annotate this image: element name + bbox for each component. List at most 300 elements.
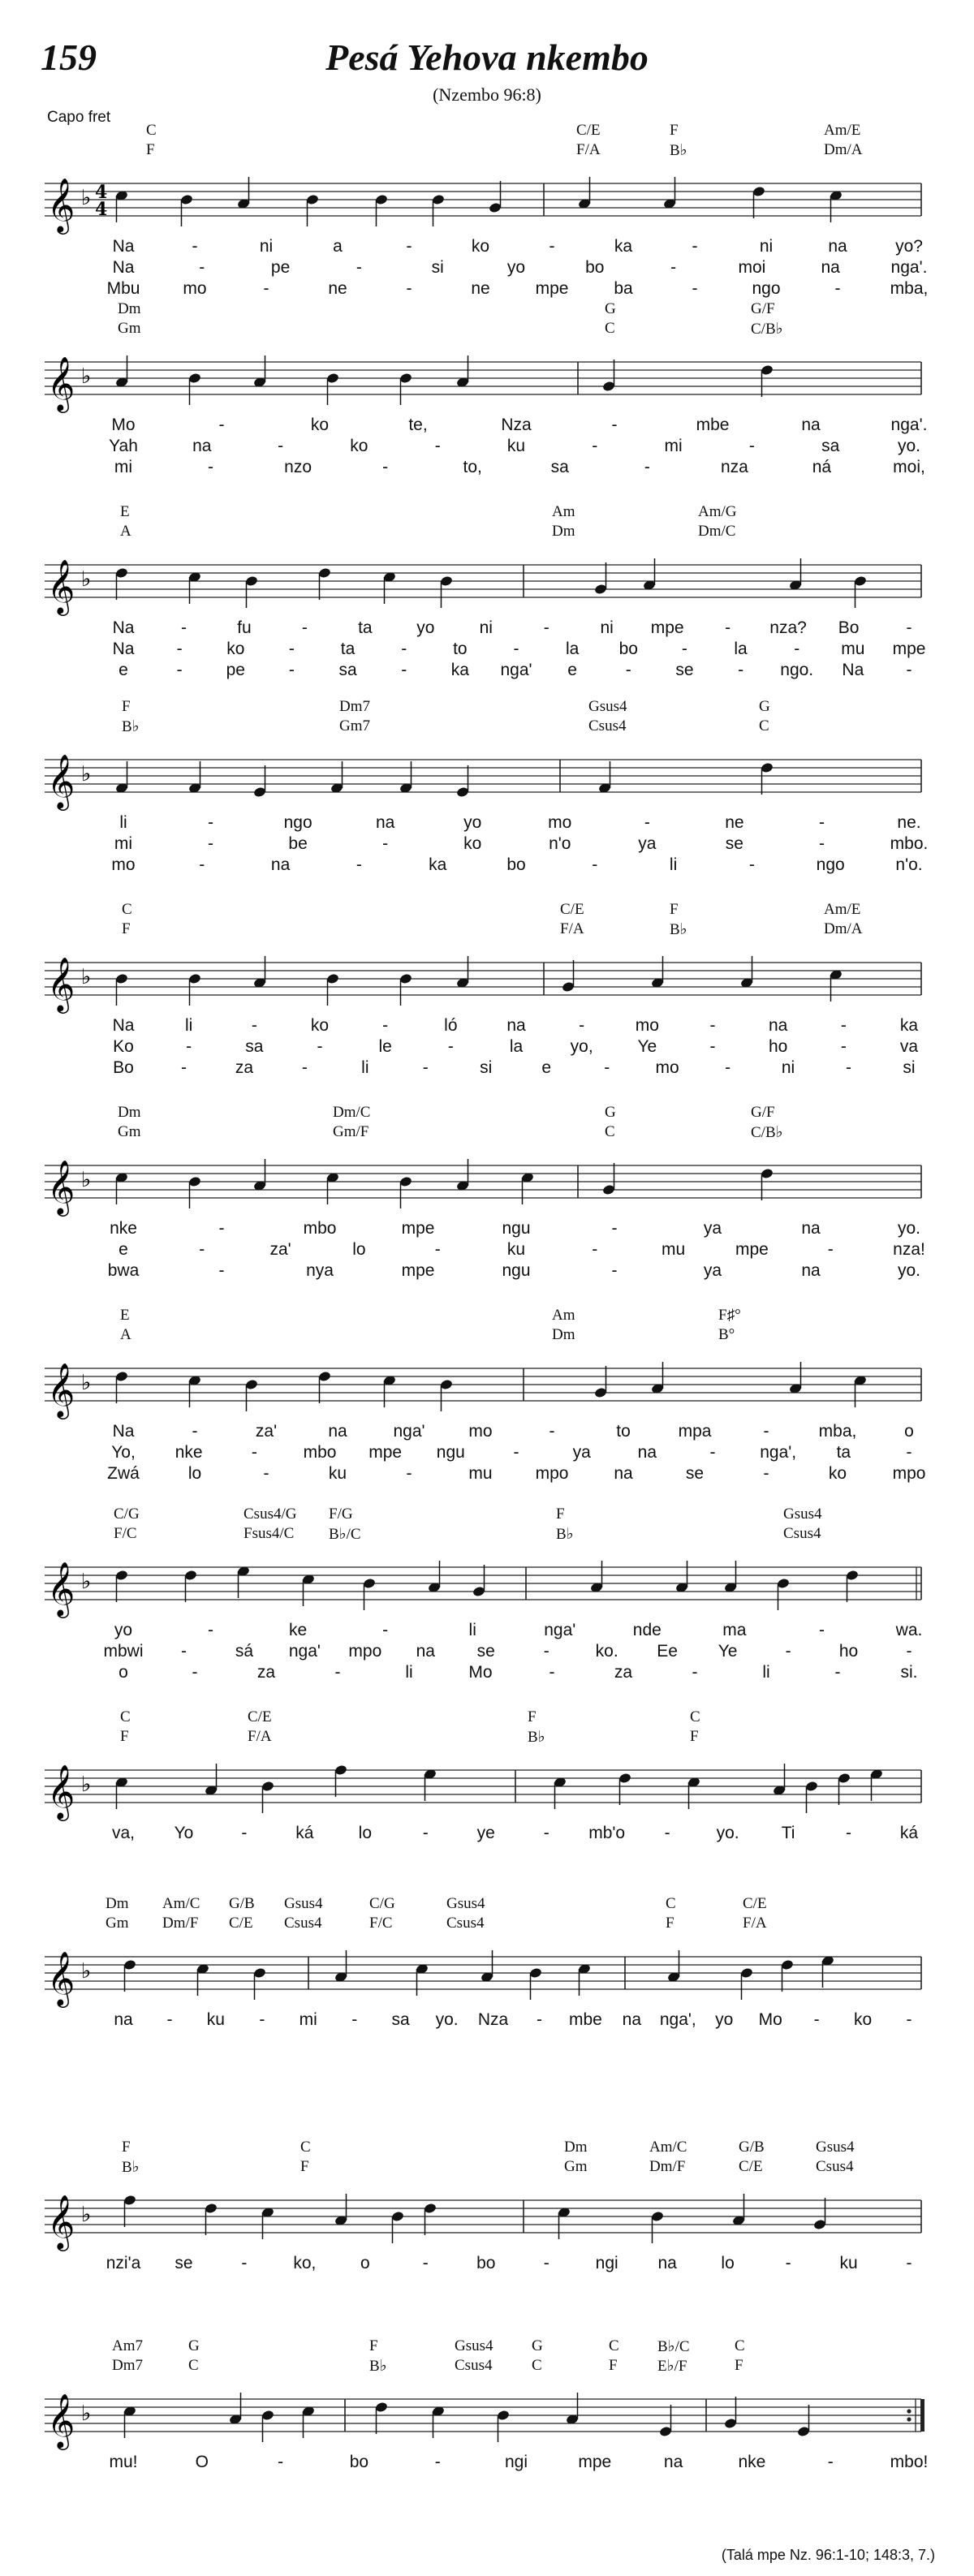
lyric-syllable: Ko [113, 1037, 134, 1056]
syllable-hyphen: - [259, 2010, 265, 2029]
key-signature-flat-icon: ♭ [81, 2203, 92, 2227]
chord-row-capo [0, 901, 974, 920]
chord-symbol: C [122, 901, 132, 918]
treble-clef-icon: 𝄞 [47, 956, 75, 1011]
syllable-hyphen: - [692, 279, 698, 298]
lyric-line-verse-1 [0, 416, 974, 437]
lyric-syllable: mpe [401, 1261, 435, 1280]
lyric-syllable: na [637, 1443, 657, 1462]
lyric-syllable: si. [900, 1663, 918, 1682]
syllable-hyphen: - [401, 640, 407, 658]
lyric-syllable: ni [781, 1058, 795, 1077]
chord-symbol: E [120, 503, 130, 520]
chord-row-concert [0, 523, 974, 542]
syllable-hyphen: - [434, 1240, 441, 1259]
chord-symbol: C [605, 320, 615, 337]
chord-row-capo [0, 698, 974, 717]
lyric-syllable: bwa [107, 1261, 140, 1280]
lyric-syllable: mo [548, 813, 572, 832]
key-signature-flat-icon: ♭ [81, 1773, 92, 1797]
lyric-syllable: yo [506, 258, 526, 277]
lyric-syllable: na [416, 1642, 435, 1661]
syllable-hyphen: - [199, 1240, 205, 1259]
chord-symbol: F/A [743, 1915, 767, 1932]
lyric-syllable: mi [664, 437, 683, 455]
lyric-syllable: ko [310, 1016, 330, 1035]
lyric-syllable: bo [506, 855, 526, 874]
chord-symbol: G/B [229, 1895, 255, 1912]
lyric-syllable: sa [550, 458, 569, 476]
chord-row-capo [0, 1895, 974, 1915]
chord-symbol: G/F [751, 300, 775, 317]
music-system [0, 300, 974, 495]
syllable-hyphen: - [785, 1642, 791, 1661]
key-signature-flat-icon: ♭ [81, 1570, 92, 1594]
lyric-syllable: mbo. [890, 834, 929, 853]
lyric-syllable: to, [463, 458, 482, 476]
lyric-syllable: nzi'a [106, 2254, 141, 2272]
chord-symbol: C/E [743, 1895, 767, 1912]
lyric-syllable: te, [408, 416, 428, 434]
lyric-syllable: nke [110, 1219, 137, 1238]
chord-symbol: C/B♭ [751, 1124, 783, 1141]
chord-symbol: C [532, 2357, 542, 2374]
lyric-syllable: to [453, 640, 468, 658]
lyric-syllable: Na [112, 1016, 135, 1035]
lyric-syllable: ke [289, 1621, 308, 1639]
lyric-syllable: bo [349, 2453, 369, 2471]
syllable-hyphen: - [785, 2254, 791, 2272]
key-signature-flat-icon: ♭ [81, 1959, 92, 1984]
chord-symbol: B♭ [122, 718, 140, 735]
lyric-syllable: nza! [893, 1240, 925, 1259]
syllable-hyphen: - [180, 618, 187, 637]
lyric-syllable: ngu [436, 1443, 465, 1462]
chord-symbol: Csus4 [816, 2158, 854, 2175]
footer-reference: (Talá mpe Nz. 96:1-10; 148:3, 7.) [721, 2547, 935, 2563]
lyric-syllable: mu! [109, 2453, 138, 2471]
lyric-syllable: ya [703, 1219, 722, 1238]
treble-clef-icon: 𝄞 [47, 753, 75, 808]
lyric-syllable: ni [479, 618, 493, 637]
lyric-syllable: ngo [816, 855, 845, 874]
staff [0, 1549, 974, 1622]
lyric-syllable: na [622, 2010, 642, 2029]
lyric-syllable: nga' [288, 1642, 321, 1661]
key-signature-flat-icon: ♭ [81, 186, 92, 210]
chord-symbol: B♭ [556, 1526, 574, 1543]
lyric-syllable: na [801, 1261, 821, 1280]
lyric-syllable: na [801, 1219, 821, 1238]
syllable-hyphen: - [288, 640, 295, 658]
syllable-hyphen: - [818, 813, 825, 832]
chord-symbol: Gm7 [339, 717, 370, 734]
chord-symbol: F [690, 1728, 699, 1745]
chord-symbol: Dm/F [649, 2158, 686, 2175]
chord-symbol: C [188, 2357, 199, 2374]
lyric-syllable: mu [841, 640, 865, 658]
chord-symbol: Am/G [698, 503, 737, 520]
treble-clef-icon: 𝄞 [47, 1950, 75, 2005]
lyric-line-verse-2 [0, 1240, 974, 1261]
treble-clef-icon: 𝄞 [47, 2393, 75, 2448]
lyric-syllable: o [904, 1422, 914, 1441]
chord-symbol: Csus4 [455, 2357, 493, 2374]
lyric-syllable: ngi [504, 2453, 528, 2471]
music-system [0, 698, 974, 893]
lyric-syllable: ko [463, 834, 482, 853]
chord-symbol: Csus4/G [244, 1506, 297, 1523]
lyric-line-verse-1 [0, 2254, 974, 2275]
lyric-line-verse-2 [0, 640, 974, 661]
lyric-syllable: mi [114, 834, 133, 853]
treble-clef-icon: 𝄞 [47, 2194, 75, 2249]
lyric-syllable: mbo [303, 1219, 337, 1238]
lyric-line-verse-3 [0, 1464, 974, 1485]
lyric-syllable: ma [722, 1621, 747, 1639]
lyric-syllable: ku [206, 2010, 225, 2029]
staff [0, 2381, 974, 2454]
lyric-syllable: Ee [657, 1642, 678, 1661]
chord-symbol: C [120, 1708, 131, 1725]
lyric-syllable: to [616, 1422, 631, 1441]
lyric-syllable: va [899, 1037, 919, 1056]
syllable-hyphen: - [422, 2254, 429, 2272]
lyric-syllable: nga' [393, 1422, 425, 1441]
lyric-line-verse-1 [0, 237, 974, 258]
lyric-syllable: Na [842, 661, 864, 679]
lyric-syllable: pe [270, 258, 291, 277]
chord-symbol: G [605, 300, 616, 317]
lyric-syllable: a [333, 237, 343, 256]
chord-row-concert [0, 1915, 974, 1934]
key-signature-flat-icon: ♭ [81, 965, 92, 989]
treble-clef-icon: 𝄞 [47, 1159, 75, 1214]
syllable-hyphen: - [434, 437, 441, 455]
syllable-hyphen: - [906, 1642, 912, 1661]
chord-row-capo [0, 2139, 974, 2158]
syllable-hyphen: - [763, 1464, 769, 1483]
lyric-syllable: moi [738, 258, 766, 277]
treble-clef-icon: 𝄞 [47, 1362, 75, 1417]
chord-symbol: Gsus4 [284, 1895, 323, 1912]
syllable-hyphen: - [794, 640, 800, 658]
syllable-hyphen: - [317, 1037, 323, 1056]
lyric-syllable: fu [237, 618, 252, 637]
chord-symbol: Dm/C [333, 1104, 371, 1121]
lyric-syllable: Ye [637, 1037, 657, 1056]
syllable-hyphen: - [840, 1037, 847, 1056]
lyric-syllable: be [288, 834, 308, 853]
syllable-hyphen: - [447, 1037, 454, 1056]
lyric-syllable: yo. [897, 1261, 921, 1280]
lyric-syllable: nga'. [890, 258, 928, 277]
chord-row-concert [0, 717, 974, 737]
lyric-syllable: ngo [283, 813, 312, 832]
chord-symbol: F [528, 1708, 537, 1725]
key-signature-flat-icon: ♭ [81, 1168, 92, 1192]
lyric-syllable: nga' [544, 1621, 576, 1639]
chord-symbol: Dm [552, 1326, 575, 1343]
syllable-hyphen: - [906, 1443, 912, 1462]
lyric-syllable: la [565, 640, 580, 658]
key-signature-flat-icon: ♭ [81, 2402, 92, 2426]
syllable-hyphen: - [592, 1240, 598, 1259]
lyric-line-verse-2 [0, 437, 974, 458]
lyric-syllable: ná [812, 458, 832, 476]
chord-symbol: F/G [329, 1506, 353, 1523]
lyric-syllable: Na [112, 640, 135, 658]
chord-symbol: C [690, 1708, 700, 1725]
lyric-syllable: na [270, 855, 291, 874]
lyric-syllable: ká [899, 1824, 919, 1842]
lyric-syllable: ko [471, 237, 490, 256]
lyric-syllable: Nza [477, 2010, 509, 2029]
syllable-hyphen: - [536, 2010, 542, 2029]
lyric-syllable: lo [358, 1824, 373, 1842]
lyric-syllable: li [762, 1663, 770, 1682]
lyric-syllable: Mo [758, 2010, 782, 2029]
syllable-hyphen: - [406, 237, 412, 256]
lyric-syllable: nza [720, 458, 748, 476]
chord-symbol: F [670, 901, 679, 918]
lyric-syllable: za [614, 1663, 633, 1682]
lyric-syllable: yo [463, 813, 482, 832]
syllable-hyphen: - [834, 1663, 841, 1682]
lyric-line-verse-1 [0, 2453, 974, 2474]
treble-clef-icon: 𝄞 [47, 355, 75, 411]
lyric-syllable: na [114, 2010, 133, 2029]
lyric-syllable: ngu [502, 1219, 531, 1238]
lyric-syllable: na [768, 1016, 788, 1035]
lyric-syllable: n'o. [895, 855, 923, 874]
syllable-hyphen: - [513, 1443, 519, 1462]
chord-symbol: Dm [564, 2139, 588, 2156]
syllable-hyphen: - [827, 1240, 834, 1259]
syllable-hyphen: - [906, 2254, 912, 2272]
chord-row-concert [0, 1326, 974, 1346]
chord-row-concert [0, 1123, 974, 1143]
lyric-syllable: nga'. [890, 416, 928, 434]
treble-clef-icon: 𝄞 [47, 1561, 75, 1616]
lyric-syllable: mpe [535, 279, 569, 298]
lyric-syllable: bo [476, 2254, 496, 2272]
music-system [0, 1895, 974, 2090]
music-system [0, 901, 974, 1096]
chord-symbol: C [146, 122, 157, 139]
syllable-hyphen: - [725, 618, 731, 637]
chord-symbol: G [605, 1104, 616, 1121]
chord-symbol: Gsus4 [588, 698, 627, 715]
lyric-syllable: ló [444, 1016, 458, 1035]
lyric-syllable: ni [759, 237, 774, 256]
lyric-line-verse-1 [0, 618, 974, 640]
lyric-syllable: ku [839, 2254, 858, 2272]
chord-symbol: B° [718, 1326, 735, 1343]
chord-symbol: Dm/A [824, 920, 863, 937]
lyric-syllable: nya [306, 1261, 334, 1280]
chord-symbol: Fsus4/C [244, 1525, 295, 1542]
lyric-syllable: yo. [897, 437, 921, 455]
chord-symbol: C [735, 2337, 745, 2354]
key-signature-flat-icon: ♭ [81, 364, 92, 389]
lyric-syllable: ne [328, 279, 347, 298]
syllable-hyphen: - [251, 1443, 257, 1462]
lyric-syllable: Nza [501, 416, 532, 434]
lyric-syllable: na [828, 237, 847, 256]
chord-symbol: Gm [564, 2158, 588, 2175]
lyric-syllable: Na [112, 237, 135, 256]
chord-symbol: F [120, 1728, 129, 1745]
capo-label: Capo fret [47, 109, 111, 126]
lyric-syllable: ko, [293, 2254, 317, 2272]
lyric-syllable: ta [340, 640, 356, 658]
lyric-syllable: na [375, 813, 395, 832]
lyric-syllable: mbwi [103, 1642, 144, 1661]
lyric-line-verse-3 [0, 458, 974, 479]
lyric-line-verse-1 [0, 1422, 974, 1443]
lyric-syllable: e [567, 661, 577, 679]
lyric-syllable: na [506, 1016, 526, 1035]
chord-symbol: Gsus4 [446, 1895, 485, 1912]
chord-row-capo [0, 1104, 974, 1123]
lyric-syllable: ho [838, 1642, 859, 1661]
lyric-syllable: Na [112, 258, 135, 277]
key-signature-flat-icon: ♭ [81, 1371, 92, 1395]
chord-symbol: Gsus4 [783, 1506, 822, 1523]
syllable-hyphen: - [513, 640, 519, 658]
lyric-syllable: Yo [174, 1824, 194, 1842]
lyric-syllable: ka [450, 661, 469, 679]
lyric-syllable: ne [725, 813, 744, 832]
lyric-syllable: lo [352, 1240, 366, 1259]
syllable-hyphen: - [176, 661, 183, 679]
lyric-syllable: e [541, 1058, 552, 1077]
chord-symbol: C/E [248, 1708, 272, 1725]
chord-symbol: F [122, 920, 131, 937]
chord-symbol: F/A [576, 141, 601, 158]
lyric-syllable: na [801, 416, 821, 434]
chord-symbol: G [532, 2337, 543, 2354]
lyric-syllable: na [328, 1422, 347, 1441]
lyric-syllable: mpe [650, 618, 684, 637]
syllable-hyphen: - [611, 416, 618, 434]
lyric-syllable: Na [112, 618, 135, 637]
lyric-syllable: la [509, 1037, 524, 1056]
lyric-syllable: mbe [696, 416, 730, 434]
chord-symbol: Am/E [824, 901, 861, 918]
hymn-number: 159 [41, 37, 97, 78]
syllable-hyphen: - [834, 279, 841, 298]
chord-symbol: Dm/C [698, 523, 736, 540]
lyric-syllable: yo [715, 2010, 734, 2029]
chord-symbol: A [120, 523, 131, 540]
syllable-hyphen: - [692, 1663, 698, 1682]
syllable-hyphen: - [186, 1037, 192, 1056]
chord-symbol: B♭/C [329, 1526, 361, 1543]
syllable-hyphen: - [251, 1016, 257, 1035]
syllable-hyphen: - [681, 640, 687, 658]
syllable-hyphen: - [301, 618, 308, 637]
syllable-hyphen: - [208, 834, 214, 853]
chord-symbol: F [609, 2357, 618, 2374]
music-system [0, 1708, 974, 1903]
lyric-syllable: mpa [678, 1422, 712, 1441]
lyric-syllable: na [821, 258, 840, 277]
lyric-syllable: O [195, 2453, 209, 2471]
lyric-syllable: Yah [109, 437, 138, 455]
syllable-hyphen: - [748, 437, 755, 455]
chord-row-capo [0, 1506, 974, 1525]
chord-symbol: Csus4 [588, 717, 627, 734]
lyric-syllable: li [405, 1663, 413, 1682]
lyric-line-verse-1 [0, 1621, 974, 1642]
lyric-syllable: wa. [895, 1621, 923, 1639]
chord-symbol: Dm/A [824, 141, 863, 158]
syllable-hyphen: - [434, 2453, 441, 2471]
syllable-hyphen: - [827, 2453, 834, 2471]
syllable-hyphen: - [840, 1016, 847, 1035]
chord-symbol: F/A [248, 1728, 272, 1745]
lyric-syllable: na [192, 437, 212, 455]
lyric-syllable: moi, [893, 458, 925, 476]
syllable-hyphen: - [422, 1824, 429, 1842]
staff [0, 344, 974, 417]
lyric-syllable: mu [662, 1240, 686, 1259]
chord-symbol: Csus4 [446, 1915, 485, 1932]
lyric-syllable: sa [391, 2010, 410, 2029]
lyric-syllable: mo [183, 279, 207, 298]
lyric-syllable: ku [506, 1240, 526, 1259]
chord-row-capo [0, 122, 974, 141]
syllable-hyphen: - [241, 1824, 248, 1842]
lyric-syllable: mpo [348, 1642, 382, 1661]
lyric-syllable: yo [416, 618, 435, 637]
chord-symbol: F/C [369, 1915, 393, 1932]
lyric-syllable: mb'o [588, 1824, 626, 1842]
lyric-syllable: n'o [549, 834, 571, 853]
lyric-syllable: za' [255, 1422, 278, 1441]
syllable-hyphen: - [813, 2010, 820, 2029]
chord-symbol: C [300, 2139, 311, 2156]
syllable-hyphen: - [644, 458, 650, 476]
lyric-syllable: ba [614, 279, 633, 298]
lyric-line-verse-2 [0, 834, 974, 855]
lyric-syllable: bo [618, 640, 638, 658]
scripture-reference: (Nzembo 96:8) [433, 84, 541, 105]
syllable-hyphen: - [422, 1058, 429, 1077]
key-signature-flat-icon: ♭ [81, 567, 92, 592]
lyric-syllable: mo [468, 1422, 493, 1441]
chord-symbol: Dm7 [339, 698, 370, 715]
chord-symbol: F [300, 2158, 309, 2175]
chord-symbol: Gsus4 [816, 2139, 855, 2156]
lyric-syllable: mbe [568, 2010, 602, 2029]
chord-symbol: Dm [118, 300, 141, 317]
chord-symbol: B♭ [670, 142, 687, 159]
chord-symbol: Gm [118, 320, 141, 337]
lyric-syllable: lo [721, 2254, 735, 2272]
treble-clef-icon: 𝄞 [47, 177, 75, 232]
repeat-dot [907, 2417, 911, 2421]
syllable-hyphen: - [199, 258, 205, 277]
lyric-syllable: na [663, 2453, 683, 2471]
chord-symbol: Gm [106, 1915, 129, 1932]
staff [0, 1939, 974, 2012]
lyric-syllable: Ti [781, 1824, 795, 1842]
syllable-hyphen: - [906, 618, 912, 637]
lyric-syllable: e [119, 661, 128, 679]
